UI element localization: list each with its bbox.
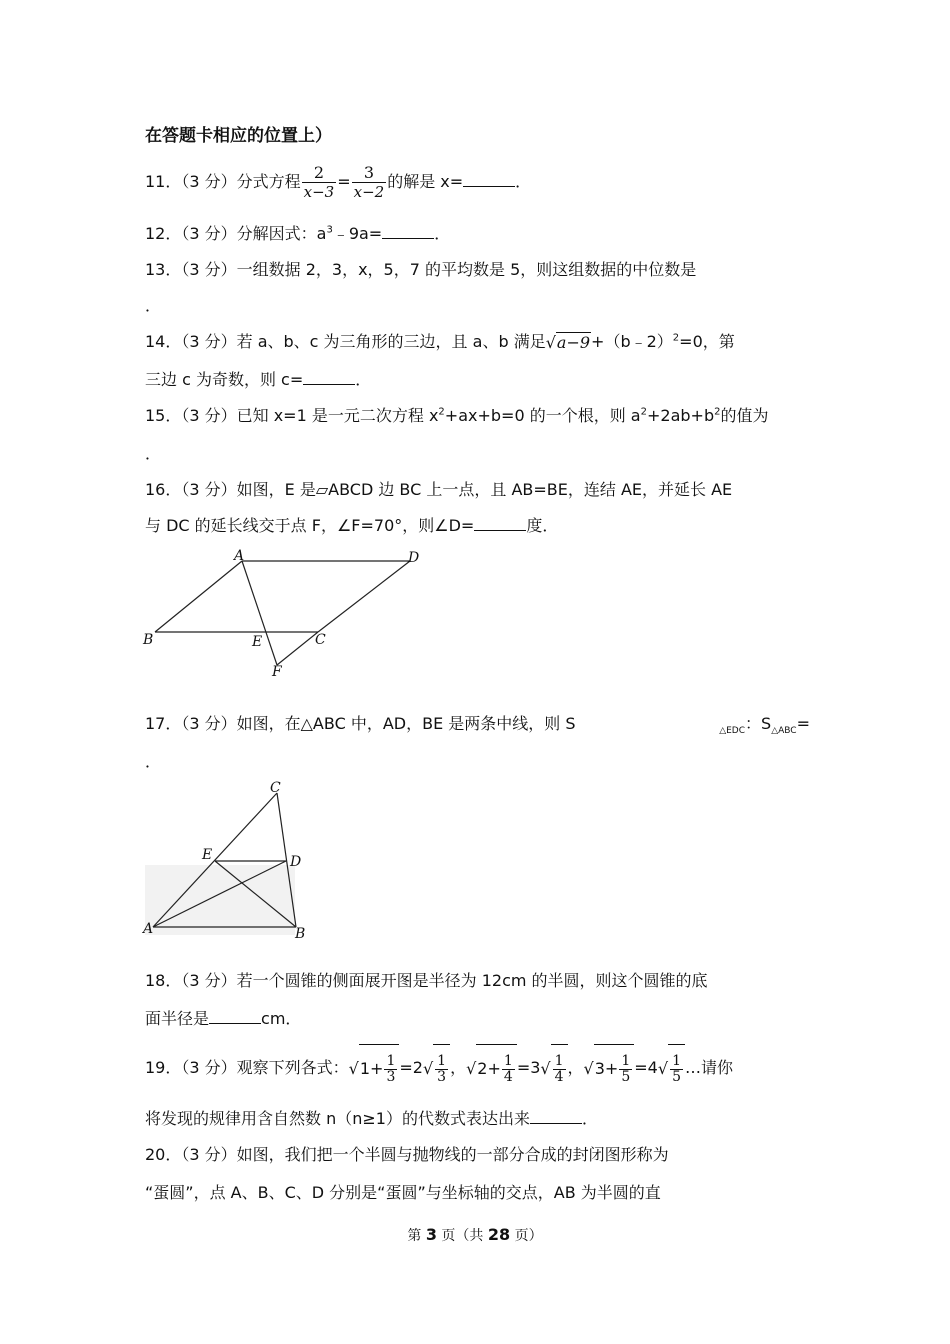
sqrt-expression: √a−9 [545, 333, 591, 352]
question-12: 12．（3 分）分解因式：$a^3﹣9a=$ ． [145, 224, 451, 243]
label-B: B [295, 926, 306, 942]
question-13-end: ． [145, 296, 162, 315]
question-16: 16．（3 分）如图，E 是▱ABCD 边 BC 上一点，且 AB=BE，连结 AE，并延长 AE [145, 480, 733, 499]
label-F: F [272, 664, 282, 680]
label-D: D [290, 854, 302, 870]
answer-blank [463, 172, 515, 187]
question-14-line2: 三边 c 为奇数，则 c= ． [145, 370, 372, 389]
question-19-line2: 将发现的规律用含自然数 n（n≥1）的代数式表达出来 ． [145, 1109, 598, 1128]
section-heading: 在答题卡相应的位置上） [145, 126, 332, 146]
question-18: 18．（3 分）若一个圆锥的侧面展开图是半径为 12cm 的半圆，则这个圆锥的底 [145, 971, 708, 990]
question-19: 19．（3 分）观察下列各式：√1+ $\frac{1}{3}$ =2√ $\frac{1}{3}$ ，√2+ $\frac{1}{4}$ =3√ $\frac{1}{4}$ ，√3+ $\frac{1}{5}$ =4√ $\frac{1}{5}$ …请你 [145, 1044, 810, 1093]
answer-blank [530, 1109, 582, 1124]
question-16-line2: 与 DC 的延长线交于点 F，∠F=70°，则∠D= 度． [145, 516, 559, 535]
label-D: D [408, 550, 420, 566]
parallelogram-figure [140, 545, 430, 685]
sqrt-expression-1: √1+ $\frac{1}{3}$ [349, 1044, 400, 1093]
question-14: 14．（3 分）若 a、b、c 为三角形的三边，且 a、b 满足√a−9+（b﹣2）$^2$=0，第 [145, 332, 735, 352]
label-B: B [143, 632, 154, 648]
question-20-line2: “蛋圆”，点 A、B、C、D 分别是“蛋圆”与坐标轴的交点，AB 为半圆的直 [145, 1183, 661, 1202]
question-11: 11．（3 分）分式方程 $\frac{2}{x-3}$ = $\frac{3}{x-2}$ 的解是 x= ． [145, 163, 532, 201]
answer-blank [474, 516, 526, 531]
question-17: 17．（3 分）如图，在△ABC 中，AD，BE 是两条中线，则 S $_{\triangle EDC}$：$S_{\triangle ABC}=$ [145, 714, 810, 737]
label-E: E [252, 634, 263, 650]
triangle-figure [140, 775, 320, 945]
sqrt-expression-2: √2+ $\frac{1}{4}$ [466, 1044, 517, 1093]
label-E: E [202, 847, 213, 863]
page-total: 28 [487, 1225, 511, 1244]
question-15-end: ． [145, 444, 162, 463]
q11-prefix: 11．（3 分）分式方程 [145, 172, 301, 191]
label-A: A [234, 548, 245, 564]
label-C: C [315, 632, 326, 648]
question-15: 15．（3 分）已知 x=1 是一元二次方程 $x^2+ax+b=0$ 的一个根，则 $a^2+2ab+b^2$的值为 [145, 406, 769, 425]
page-number: 3 [425, 1225, 437, 1244]
sqrt-expression-3: √3+ $\frac{1}{5}$ [584, 1044, 635, 1093]
answer-blank [382, 224, 434, 239]
answer-blank [209, 1009, 261, 1024]
question-17-end: ． [145, 752, 162, 771]
q11-fraction-2: $\frac{3}{x-2}$ [353, 163, 385, 201]
label-A: A [143, 921, 154, 937]
answer-blank [303, 370, 355, 385]
page-footer: 第 3 页（共 28 页） [407, 1225, 543, 1244]
question-13: 13．（3 分）一组数据 2，3，x，5，7 的平均数是 5，则这组数据的中位数是 [145, 260, 697, 279]
label-C: C [270, 780, 281, 796]
q11-fraction-1: $\frac{2}{x-3}$ [303, 163, 335, 201]
question-20: 20．（3 分）如图，我们把一个半圆与抛物线的一部分合成的封闭图形称为 [145, 1145, 669, 1164]
question-18-line2: 面半径是 cm． [145, 1009, 302, 1028]
